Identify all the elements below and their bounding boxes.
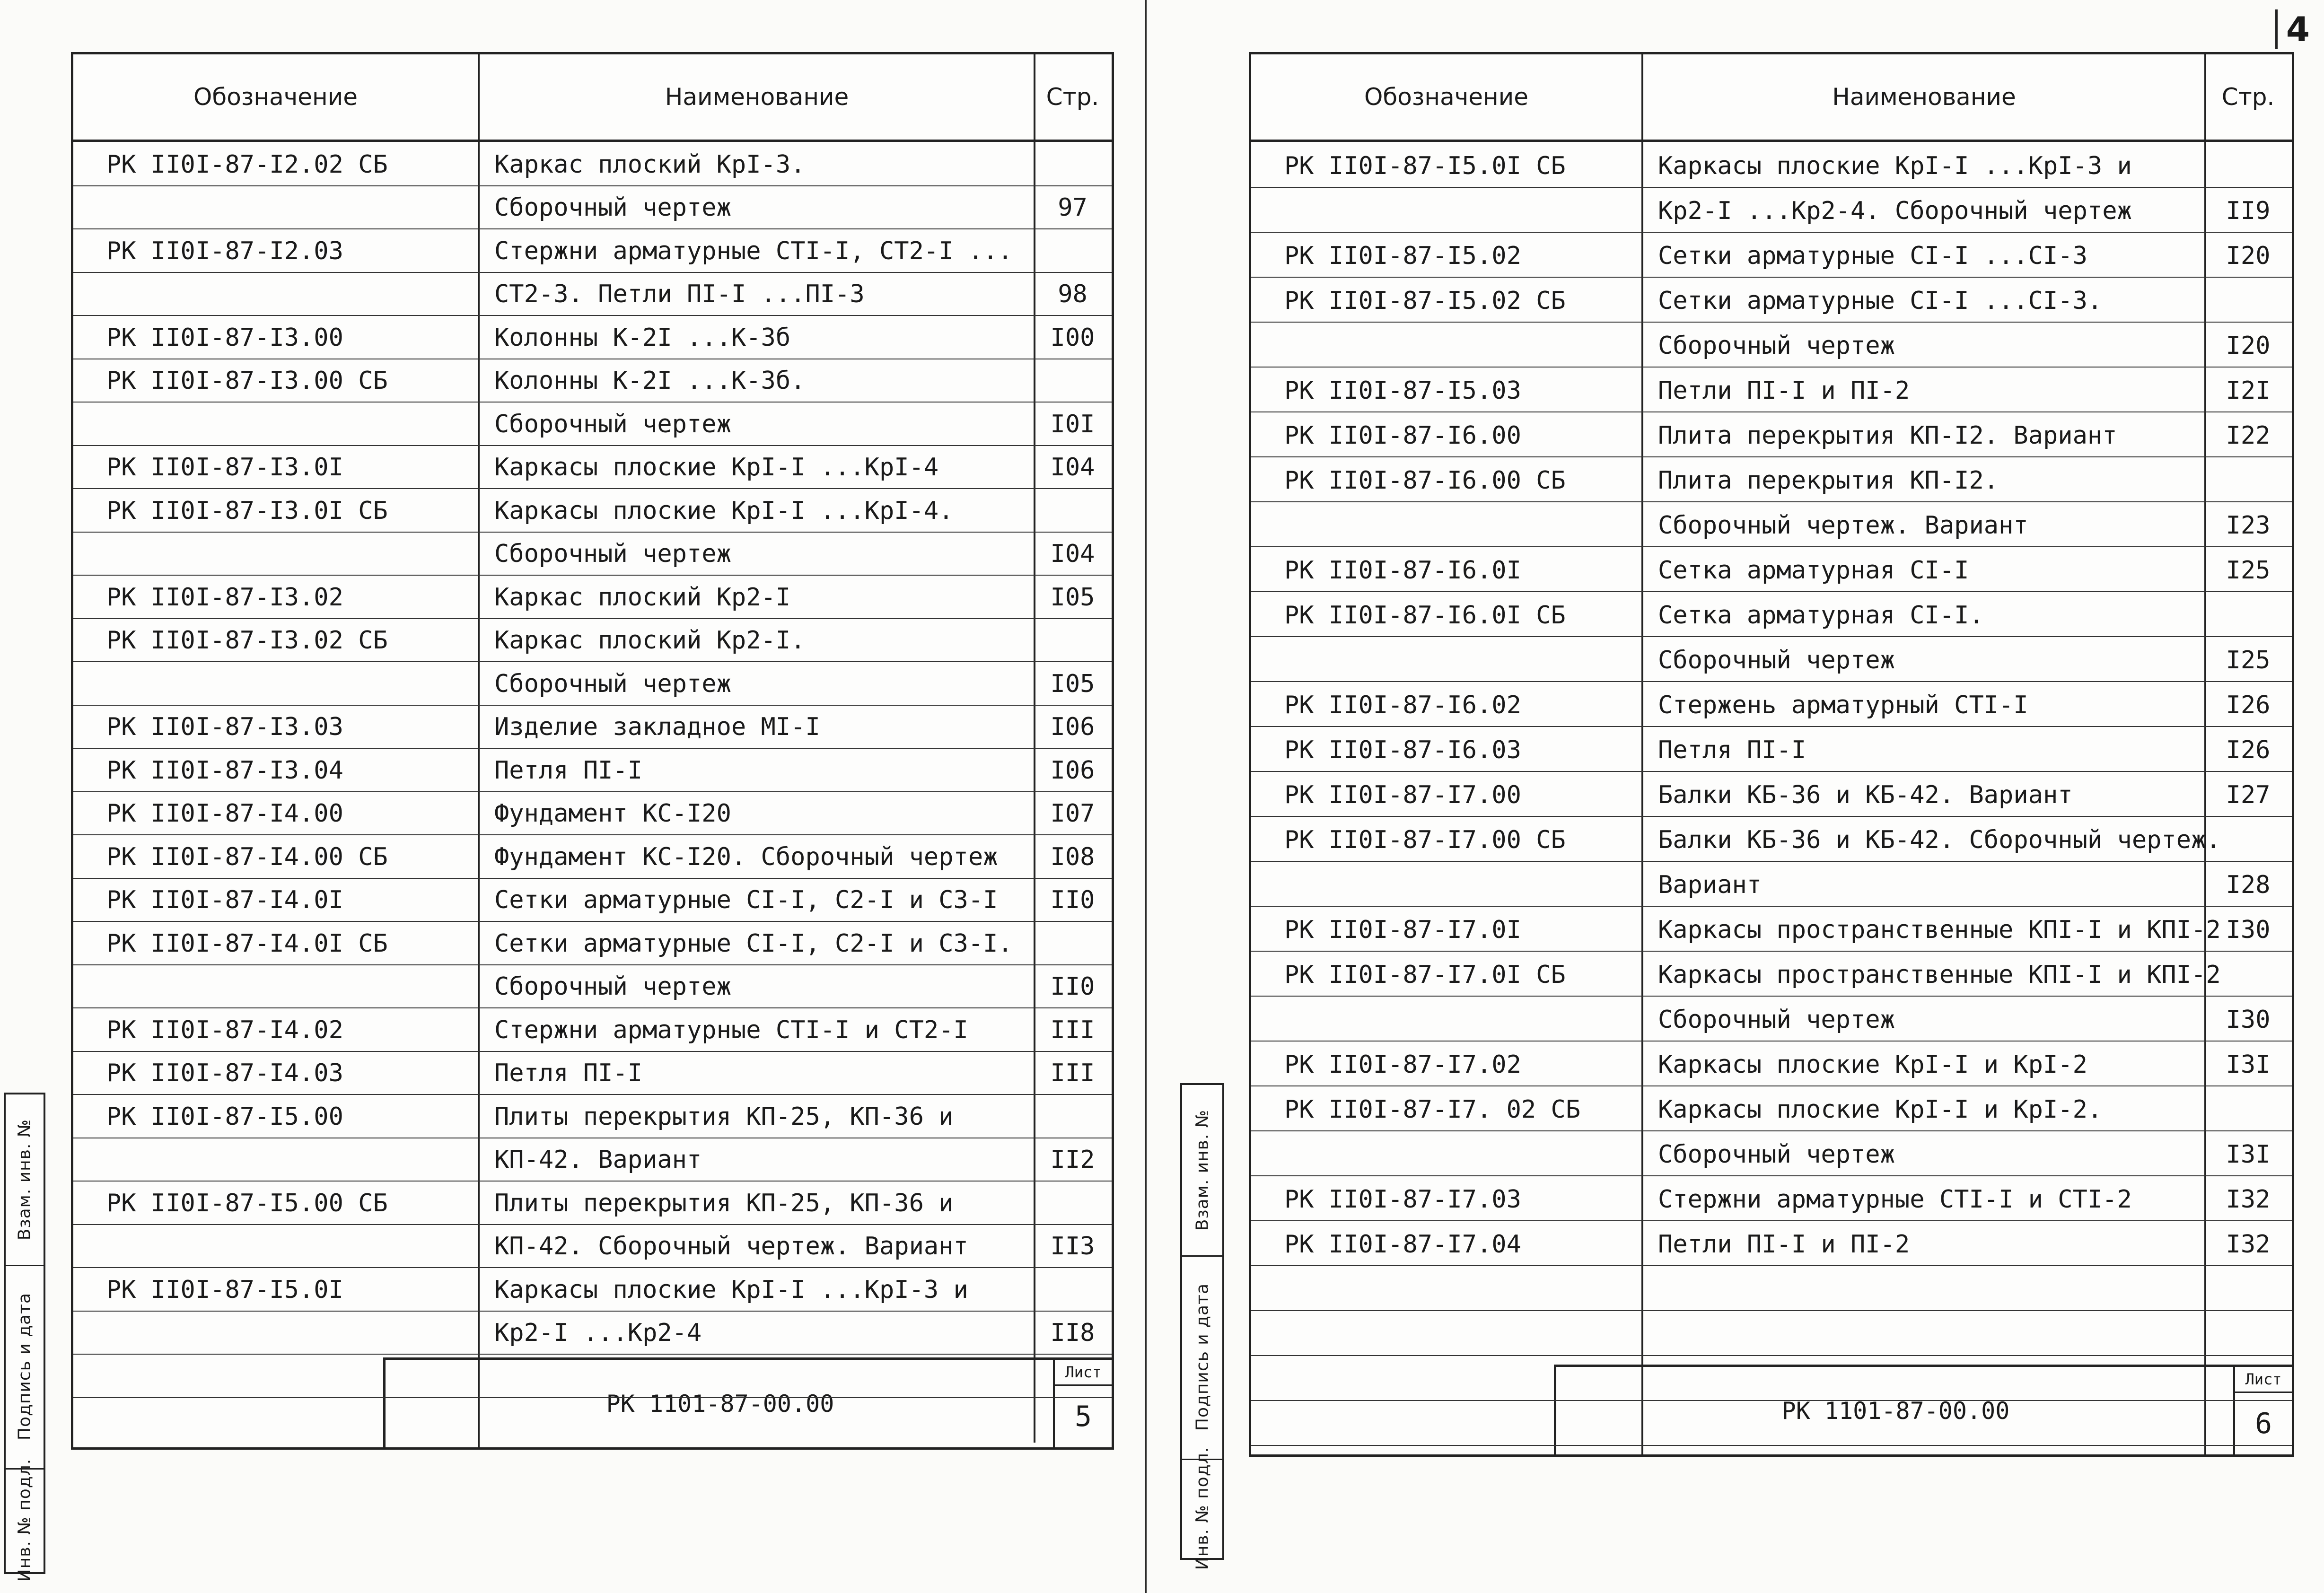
table-row xyxy=(1251,816,2292,862)
table-row xyxy=(1251,951,2292,997)
row-page: I20 xyxy=(2226,332,2271,360)
table-row xyxy=(1251,501,2292,547)
table-row xyxy=(1251,1130,2292,1176)
row-page: I27 xyxy=(2226,781,2271,809)
header-page: Стр. xyxy=(1046,83,1099,111)
side-label-signature: Подпись и дата xyxy=(1193,1283,1212,1431)
table-row xyxy=(73,228,1112,273)
row-code: РК II0I-87-I7. 02 СБ xyxy=(1284,1095,1581,1124)
row-code xyxy=(73,964,511,1008)
row-name: Сборочный чертеж xyxy=(1658,1140,1895,1169)
table-row xyxy=(1251,996,2292,1042)
table-row xyxy=(73,921,1112,965)
row-page xyxy=(2204,951,2292,996)
table-row xyxy=(1251,546,2292,592)
row-name: Сборочный чертеж xyxy=(1658,332,1895,360)
row-code xyxy=(1251,501,1675,546)
row-page xyxy=(2204,456,2292,501)
side-label-replaced: Взам. инв. № xyxy=(15,1119,35,1241)
table-row xyxy=(73,1267,1112,1312)
table-row xyxy=(1251,1265,2292,1311)
row-name xyxy=(1641,1310,2221,1355)
table-row xyxy=(73,1007,1112,1052)
stamp-code: РК 1101-87-00.00 xyxy=(1781,1397,2010,1425)
row-name xyxy=(1641,1355,2221,1400)
row-page: I32 xyxy=(2226,1185,2271,1214)
row-name: Каркасы пространственные КПI-I и КПI-2 xyxy=(1658,961,2221,989)
row-page xyxy=(2204,277,2292,322)
side-label-inventory: Инв. № подл. xyxy=(15,1458,35,1582)
table-row xyxy=(73,402,1112,446)
row-code xyxy=(73,1224,511,1268)
row-code: РК II0I-87-I5.0I СБ xyxy=(1284,152,1566,180)
row-page xyxy=(1034,1094,1112,1138)
row-page xyxy=(1034,359,1112,402)
header-code: Обозначение xyxy=(1364,83,1528,111)
row-page: II0 xyxy=(1050,972,1095,1001)
row-page: I05 xyxy=(1050,669,1095,698)
table-row xyxy=(1251,1310,2292,1356)
row-code: РК II0I-87-I2.03 xyxy=(106,236,343,265)
table-row xyxy=(73,142,1112,186)
table-row xyxy=(1251,1220,2292,1266)
row-name: Сборочный чертеж xyxy=(494,410,731,438)
row-page: I26 xyxy=(2226,736,2271,764)
row-code xyxy=(73,272,511,315)
table-row xyxy=(1251,187,2292,233)
row-code: РК II0I-87-I4.02 xyxy=(106,1015,343,1044)
row-page: I22 xyxy=(2226,421,2271,450)
header-name: Наименование xyxy=(665,83,849,111)
row-code: РК II0I-87-I3.0I СБ xyxy=(106,496,388,525)
row-name: Плита перекрытия КП-I2. xyxy=(1658,466,1999,495)
table-row xyxy=(73,445,1112,490)
row-page xyxy=(2204,1310,2292,1355)
row-code: РК II0I-87-I3.03 xyxy=(106,713,343,741)
table-row xyxy=(73,575,1112,619)
table-row xyxy=(1251,1041,2292,1086)
row-page: III xyxy=(1050,1059,1095,1087)
table-row xyxy=(73,1138,1112,1182)
row-name: Сборочный чертеж xyxy=(494,540,731,568)
row-code: РК II0I-87-I7.00 xyxy=(1284,781,1521,809)
row-page: I3I xyxy=(2226,1050,2271,1079)
table-row xyxy=(73,272,1112,316)
header-code: Обозначение xyxy=(193,83,358,111)
table-row xyxy=(73,661,1112,706)
row-name: Фундамент КС-I20. Сборочный чертеж xyxy=(494,842,998,871)
row-page xyxy=(2204,816,2292,861)
table-row xyxy=(73,705,1112,749)
side-label-inventory: Инв. № подл. xyxy=(1193,1446,1212,1570)
row-name: Стержни арматурные СТI-I, СТ2-I ... xyxy=(494,236,1013,265)
right-sheet xyxy=(1249,52,2294,1457)
table-row xyxy=(1251,142,2292,188)
table-header xyxy=(1251,54,2292,142)
row-name: Стержень арматурный СТI-I xyxy=(1658,691,2028,719)
row-code xyxy=(1251,1310,1675,1355)
row-code: РК II0I-87-I7.0I СБ xyxy=(1284,961,1566,989)
row-name: Сборочный чертеж. Вариант xyxy=(1658,511,2028,540)
row-code: РК II0I-87-I6.00 СБ xyxy=(1284,466,1566,495)
side-label-signature: Подпись и дата xyxy=(15,1292,35,1441)
row-name: Каркасы плоские КрI-I ...КрI-3 и xyxy=(494,1275,968,1304)
stamp-sheet-number: 5 xyxy=(1074,1400,1092,1433)
row-name xyxy=(1641,1265,2221,1310)
row-code xyxy=(73,1354,511,1397)
row-code xyxy=(1251,636,1675,681)
row-page: II2 xyxy=(1050,1146,1095,1174)
table-row xyxy=(1251,1400,2292,1446)
row-code xyxy=(73,532,511,575)
row-page xyxy=(2204,1355,2292,1400)
row-code xyxy=(1251,996,1675,1041)
row-page: I23 xyxy=(2226,511,2271,540)
table-row xyxy=(73,618,1112,663)
row-page xyxy=(1034,618,1112,662)
row-page: I25 xyxy=(2226,556,2271,585)
table-row xyxy=(1251,636,2292,682)
row-code: РК II0I-87-I4.00 xyxy=(106,799,343,828)
row-name: Фундамент КС-I20 xyxy=(494,799,731,828)
table-row xyxy=(1251,591,2292,637)
row-name: Стержни арматурные СТI-I и СТ2-I xyxy=(494,1015,968,1044)
row-code xyxy=(73,1138,511,1181)
row-name: Вариант xyxy=(1658,871,1762,899)
stamp-code: РК 1101-87-00.00 xyxy=(606,1390,834,1418)
row-code: РК II0I-87-I5.02 СБ xyxy=(1284,287,1566,315)
row-name: Сетки арматурные СI-I ...СI-3. xyxy=(1658,287,2103,315)
row-code xyxy=(73,402,511,445)
row-name xyxy=(478,1354,1050,1397)
table-row xyxy=(73,791,1112,836)
row-code: РК II0I-87-I5.02 xyxy=(1284,242,1521,270)
row-code: РК II0I-87-I6.00 xyxy=(1284,421,1521,450)
row-name: КП-42. Сборочный чертеж. Вариант xyxy=(494,1232,968,1260)
row-page xyxy=(2204,1085,2292,1130)
row-page: I07 xyxy=(1050,799,1095,828)
row-page: III xyxy=(1050,1015,1095,1044)
row-code xyxy=(1251,861,1675,906)
row-name: Каркасы плоские КрI-I и КрI-2 xyxy=(1658,1050,2087,1079)
row-page xyxy=(2204,142,2292,187)
stamp-sheet-label: Лист xyxy=(2235,1367,2292,1393)
row-page: II3 xyxy=(1050,1232,1095,1260)
table-header xyxy=(73,54,1112,142)
row-page xyxy=(1034,142,1112,185)
row-code: РК II0I-87-I5.0I xyxy=(106,1275,343,1304)
row-code: РК II0I-87-I4.0I СБ xyxy=(106,929,388,958)
row-name: Каркасы плоские КрI-I и КрI-2. xyxy=(1658,1095,2103,1124)
table-row xyxy=(73,315,1112,359)
table-row xyxy=(73,834,1112,879)
row-code: РК II0I-87-I3.02 xyxy=(106,583,343,612)
row-name: Кр2-I ...Кр2-4 xyxy=(494,1319,702,1347)
row-code: РК II0I-87-I6.0I СБ xyxy=(1284,601,1566,630)
row-code xyxy=(1251,187,1675,232)
row-name: Сборочный чертеж xyxy=(494,193,731,222)
row-code: РК II0I-87-I7.03 xyxy=(1284,1185,1521,1214)
row-page: I08 xyxy=(1050,842,1095,871)
table-row xyxy=(73,1094,1112,1138)
row-code: РК II0I-87-I3.02 СБ xyxy=(106,626,388,655)
row-page: I06 xyxy=(1050,713,1095,741)
row-name: Каркасы пространственные КПI-I и КПI-2 xyxy=(1658,916,2221,944)
table-row xyxy=(73,532,1112,576)
row-page: I32 xyxy=(2226,1230,2271,1259)
row-page: I3I xyxy=(2226,1140,2271,1169)
table-row xyxy=(73,748,1112,792)
table-row xyxy=(1251,1175,2292,1221)
row-code: РК II0I-87-I7.00 СБ xyxy=(1284,826,1566,854)
row-page xyxy=(2204,1265,2292,1310)
row-name: Петля ПI-I xyxy=(1658,736,1807,764)
row-page: I04 xyxy=(1050,453,1095,481)
header-name: Наименование xyxy=(1832,83,2016,111)
row-code: РК II0I-87-I4.0I xyxy=(106,886,343,914)
row-page xyxy=(1034,1267,1112,1311)
table-row xyxy=(73,878,1112,922)
table-row xyxy=(1251,861,2292,907)
row-page: I04 xyxy=(1050,540,1095,568)
stamp-sheet-label: Лист xyxy=(1055,1360,1112,1386)
row-code xyxy=(73,1311,511,1354)
row-name: Каркас плоский Кр2-I xyxy=(494,583,791,612)
row-code xyxy=(73,661,511,705)
row-code: РК II0I-87-I3.00 xyxy=(106,323,343,352)
table-row xyxy=(1251,681,2292,727)
approval-strip-left xyxy=(4,1093,45,1582)
table-row xyxy=(73,359,1112,403)
stamp-sheet-number: 6 xyxy=(2254,1407,2272,1440)
row-code: РК II0I-87-I3.04 xyxy=(106,756,343,785)
left-sheet xyxy=(71,52,1114,1450)
row-name: Стержни арматурные СТI-I и СТI-2 xyxy=(1658,1185,2132,1214)
row-code: РК II0I-87-I6.03 xyxy=(1284,736,1521,764)
header-page: Стр. xyxy=(2221,83,2275,111)
row-page: I06 xyxy=(1050,756,1095,785)
row-page xyxy=(2204,591,2292,636)
table-row xyxy=(1251,771,2292,817)
row-page: I30 xyxy=(2226,916,2271,944)
row-name: Сборочный чертеж xyxy=(494,669,731,698)
row-name: Каркас плоский Кр2-I. xyxy=(494,626,806,655)
row-name: Колонны К-2I ...К-3б. xyxy=(494,367,806,395)
row-name: Изделие закладное МI-I xyxy=(494,713,820,741)
row-page: 98 xyxy=(1058,280,1087,308)
row-code: РК II0I-87-I5.03 xyxy=(1284,376,1521,405)
table-row xyxy=(73,1181,1112,1225)
row-code xyxy=(1251,1265,1675,1310)
table-row xyxy=(1251,1085,2292,1131)
row-code: РК II0I-87-I6.02 xyxy=(1284,691,1521,719)
row-page xyxy=(2204,1400,2292,1445)
row-page xyxy=(1034,1181,1112,1224)
table-row xyxy=(1251,232,2292,278)
row-page: I2I xyxy=(2226,376,2271,405)
row-code xyxy=(1251,1400,1675,1445)
row-name: Сетки арматурные СI-I, С2-I и С3-I. xyxy=(494,929,1013,958)
corner-page-number: 4 xyxy=(2275,9,2310,49)
row-name: Сетки арматурные СI-I, С2-I и С3-I xyxy=(494,886,998,914)
table-row xyxy=(1251,322,2292,368)
fold-line xyxy=(1145,0,1147,1593)
row-name: Сборочный чертеж xyxy=(1658,646,1895,674)
side-label-replaced: Взам. инв. № xyxy=(1193,1109,1212,1231)
row-name: Балки КБ-36 и КБ-42. Вариант xyxy=(1658,781,2073,809)
table-row xyxy=(73,488,1112,533)
row-code: РК II0I-87-I7.0I xyxy=(1284,916,1521,944)
table-row xyxy=(73,964,1112,1009)
row-page: II8 xyxy=(1050,1319,1095,1347)
table-row xyxy=(1251,411,2292,457)
row-page: II9 xyxy=(2226,197,2271,225)
row-code: РК II0I-87-I3.0I xyxy=(106,453,343,481)
table-row xyxy=(73,1051,1112,1095)
table-row xyxy=(73,1354,1112,1398)
row-page: I20 xyxy=(2226,242,2271,270)
row-code: РК II0I-87-I5.00 xyxy=(106,1102,343,1131)
approval-strip xyxy=(1180,1083,1224,1570)
table-row xyxy=(1251,1355,2292,1401)
table-row xyxy=(73,185,1112,230)
row-name: Каркасы плоские КрI-I ...КрI-3 и xyxy=(1658,152,2132,180)
row-page: II0 xyxy=(1050,886,1095,914)
row-name: Кр2-I ...Кр2-4. Сборочный чертеж xyxy=(1658,197,2132,225)
table-row xyxy=(1251,906,2292,952)
table-row xyxy=(73,1311,1112,1355)
row-name: Сборочный чертеж xyxy=(1658,1006,1895,1034)
row-name: СТ2-3. Петли ПI-I ...ПI-3 xyxy=(494,280,865,308)
row-code: РК II0I-87-I3.00 СБ xyxy=(106,367,388,395)
row-page: I26 xyxy=(2226,691,2271,719)
row-name: Каркасы плоские КрI-I ...КрI-4 xyxy=(494,453,939,481)
row-page: I30 xyxy=(2226,1006,2271,1034)
row-name: Сетка арматурная СI-I xyxy=(1658,556,1969,585)
row-name: Плиты перекрытия КП-25, КП-36 и xyxy=(494,1102,954,1131)
row-code: РК II0I-87-I4.03 xyxy=(106,1059,343,1087)
row-name: Колонны К-2I ...К-3б xyxy=(494,323,791,352)
row-code xyxy=(1251,1355,1675,1400)
row-page xyxy=(1034,488,1112,532)
row-name: Петля ПI-I xyxy=(494,756,643,785)
row-name: Каркасы плоские КрI-I ...КрI-4. xyxy=(494,496,954,525)
table-row xyxy=(1251,367,2292,412)
row-name: Петли ПI-I и ПI-2 xyxy=(1658,1230,1910,1259)
row-page: I00 xyxy=(1050,323,1095,352)
row-name: КП-42. Вариант xyxy=(494,1146,702,1174)
row-page: I0I xyxy=(1050,410,1095,438)
row-code: РК II0I-87-I7.04 xyxy=(1284,1230,1521,1259)
row-name: Сборочный чертеж xyxy=(494,972,731,1001)
row-page xyxy=(1034,228,1112,272)
row-name: Плита перекрытия КП-I2. Вариант xyxy=(1658,421,2117,450)
table-row xyxy=(1251,277,2292,323)
row-page xyxy=(1034,1354,1112,1397)
row-code: РК II0I-87-I2.02 СБ xyxy=(106,150,388,179)
row-name: Каркас плоский КрI-3. xyxy=(494,150,806,179)
row-page: I28 xyxy=(2226,871,2271,899)
row-page: I25 xyxy=(2226,646,2271,674)
row-code: РК II0I-87-I5.00 СБ xyxy=(106,1189,388,1217)
row-page: 97 xyxy=(1058,193,1087,222)
table-row xyxy=(1251,456,2292,502)
row-page: I05 xyxy=(1050,583,1095,612)
row-name xyxy=(1641,1400,2221,1445)
table-row xyxy=(1251,726,2292,772)
row-code: РК II0I-87-I7.02 xyxy=(1284,1050,1521,1079)
table-row xyxy=(73,1224,1112,1269)
row-name: Петли ПI-I и ПI-2 xyxy=(1658,376,1910,405)
row-page xyxy=(1034,921,1112,964)
row-code xyxy=(73,185,511,229)
row-name: Сетка арматурная СI-I. xyxy=(1658,601,1984,630)
row-name: Петля ПI-I xyxy=(494,1059,643,1087)
row-code: РК II0I-87-I4.00 СБ xyxy=(106,842,388,871)
row-code xyxy=(1251,1130,1675,1175)
row-name: Плиты перекрытия КП-25, КП-36 и xyxy=(494,1189,954,1217)
row-name: Балки КБ-36 и КБ-42. Сборочный чертеж. xyxy=(1658,826,2221,854)
row-code: РК II0I-87-I6.0I xyxy=(1284,556,1521,585)
row-name: Сетки арматурные СI-I ...СI-3 xyxy=(1658,242,2087,270)
row-code xyxy=(1251,322,1675,367)
